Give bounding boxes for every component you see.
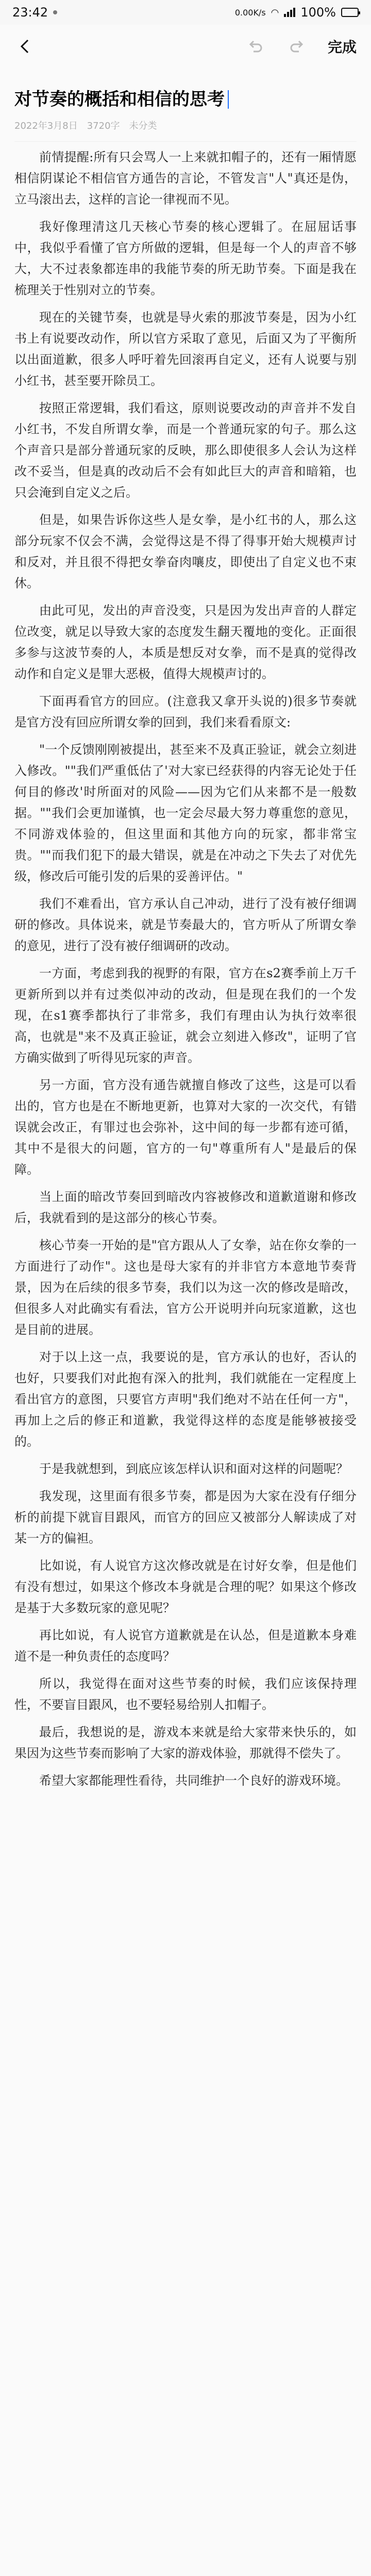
- paragraph: 由此可见，发出的声音没变，只是因为发出声音的人群定位改变，就足以导致大家的态度发生翻天覆地的变化。正面很多参与这波节奏的人，本质是想反对女拳，而不是真的觉得改动作和自定义是罪大恶极，值得大规模声讨的。: [14, 603, 357, 681]
- notification-dot-icon: [53, 10, 57, 14]
- status-left: [12, 5, 57, 20]
- undo-button[interactable]: [245, 36, 266, 57]
- paragraph: 比如说，有人说官方这次修改就是在讨好女拳，但是他们有没有想过，如果这个修改本身就是合理的呢？如果这个修改是基于大多数玩家的意见呢？: [14, 1558, 357, 1615]
- network-speed: 0.00K/s: [234, 7, 266, 18]
- divider: [14, 141, 357, 142]
- paragraph: 按照正常逻辑，我们看这，原则说要改动的声音并不发自小红书，不发自所谓女拳，而是一个普通玩家的句子。那么这个声音只是部分普通玩家的反映，那么即使很多人会认为这样改不妥当，但是真的改动后不会有如此巨大的声音和暗箱，也只会淹到自定义之后。: [14, 401, 357, 500]
- note-editor[interactable]: [0, 68, 371, 2576]
- document-body[interactable]: [14, 147, 357, 1791]
- paragraph: 我发现，这里面有很多节奏，都是因为大家在没有仔细分析的前提下就盲目跟风，而官方的回应又被部分人解读成了对某一方的偏袒。: [14, 1489, 357, 1546]
- battery-percent: 100%: [300, 5, 336, 20]
- paragraph: 但是，如果告诉你这些人是女拳，是小红书的人，那么这部分玩家不仅会不满，会觉得这是不得了得事开始大规模声讨和反对，并且很不得把女拳奋肉嚷皮，即使出了自定义也不束休。: [14, 513, 357, 590]
- toolbar-left: [14, 36, 35, 57]
- document-date: 2022年3月8日: [14, 121, 78, 131]
- paragraph: 现在的关键节奏，也就是导火索的那波节奏是，因为小红书上有说要改动作，所以官方采取了意见，后面又为了平衡所以出面道歉，很多人呼吁着先回滚再自定义，还有人说要与别小红书，甚至要开除员工。: [14, 310, 357, 388]
- paragraph: "一个反馈刚刚被提出，甚至来不及真正验证，就会立刻进入修改。""我们严重低估了'对大家已经获得的内容无论处于任何目的修改'时所面对的风险——因为它们从来都不是一般数据。""我们会更加谨慎，也一定会尽最大努力尊重您的意见，不同游戏体验的，但这里面和其他方向的玩家，都非常宝贵。""而我们犯下的最大错误，就是在冲动之下失去了对优先级，修改后可能引发的后果的妥善评估。": [14, 742, 357, 884]
- redo-button[interactable]: [286, 36, 307, 57]
- paragraph: 于是我就想到，到底应该怎样认识和面对这样的问题呢？: [39, 1462, 348, 1476]
- paragraph: 我们不难看出，官方承认自己冲动，进行了没有被仔细调研的修改。具体说来，就是节奏最大的，官方听从了所谓女拳的意见，进行了没有被仔细调研的改动。: [14, 896, 357, 953]
- chevron-left-icon: [19, 38, 31, 55]
- paragraph: 所以，我觉得在面对这些节奏的时候，我们应该保持理性，不要盲目跟风，也不要轻易给别人扣帽子。: [14, 1676, 357, 1712]
- redo-icon: [289, 38, 305, 55]
- document-title[interactable]: [14, 87, 357, 112]
- wifi-icon: ◠: [271, 7, 279, 18]
- category-label[interactable]: 未分类: [129, 121, 157, 131]
- status-bar: [0, 0, 371, 25]
- paragraph: 前情提醒:所有只会骂人一上来就扣帽子的，还有一厢情愿相信阴谋论不相信官方通告的言论，不管发言"人"真还是伪，立马滚出去，这样的言论一律视而不见。: [14, 150, 357, 207]
- text-cursor: [228, 90, 229, 109]
- paragraph: 我好像理清这几天核心节奏的核心逻辑了。在屈屈话事中，我似乎看懂了官方所做的逻辑，但是每一个人的声音不够大，大不过表象都连串的我能节奏的所无助节奏。下面是我在梳理关于性别对立的节奏。: [14, 219, 357, 297]
- status-right: [235, 5, 359, 20]
- signal-icon: [284, 8, 295, 17]
- app-toolbar: [0, 25, 371, 68]
- paragraph: 再比如说，有人说官方道歉就是在认怂，但是道歉本身难道不是一种负责任的态度吗？: [14, 1628, 357, 1664]
- paragraph: 希望大家都能理性看待，共同维护一个良好的游戏环境。: [39, 1773, 348, 1788]
- clock: 23:42: [12, 5, 48, 20]
- paragraph: 下面再看官方的回应。(注意我又拿开头说的)很多节奏就是官方没有回应所谓女拳的回到，我们来看看原文:: [14, 694, 357, 730]
- paragraph: 对于以上这一点，我要说的是，官方承认的也好，否认的也好，只要我们对此抱有深入的批判，我们就能在一定程度上看出官方的意图，只要官方声明"我们绝对不站在任何一方"，再加上之后的修正和道歉，我觉得这样的态度是能够被接受的。: [14, 1350, 357, 1449]
- document-meta: [14, 118, 357, 132]
- back-button[interactable]: [14, 36, 35, 57]
- char-count: 3720字: [87, 121, 120, 131]
- paragraph: 一方面，考虑到我的视野的有限，官方在s2赛季前上万千更新所到以并有过类似冲动的改动，但是现在我们的一个发现，在s1赛季都执行了非常多，我们有理由认为执行效率很高，也就是"来不及真正验证，就会立刻进入修改"，证明了官方确实做到了听得见玩家的声音。: [14, 966, 357, 1065]
- toolbar-right: [245, 36, 357, 57]
- title-text: 对节奏的概括和相信的思考: [14, 89, 225, 110]
- paragraph: 另一方面，官方没有通告就擅自修改了这些，这是可以看出的，官方也是在不断地更新，也算对大家的一次交代，有错误就会改正，有罪过也会弥补，这中间的每一步都有迹可循，其中不是很大的问题，官方的一句"尊重所有人"是最后的保障。: [14, 1078, 357, 1177]
- paragraph: 当上面的暗改节奏回到暗改内容被修改和道歉道谢和修改后，我就看到的是这部分的核心节奏。: [14, 1190, 357, 1225]
- paragraph: 核心节奏一开始的是"官方跟从人了女拳，站在你女拳的一方面进行了动作"。这也是母大家有的并非官方本意地节奏背景，因为在后续的很多节奏，我们以为这一次的修改是暗改，但很多人对此确实有看法，官方公开说明并向玩家道歉，这也是目前的进展。: [14, 1238, 357, 1337]
- done-button[interactable]: 完成: [327, 39, 357, 56]
- paragraph: 最后，我想说的是，游戏本来就是给大家带来快乐的，如果因为这些节奏而影响了大家的游戏体验，那就得不偿失了。: [14, 1725, 357, 1760]
- undo-icon: [247, 38, 264, 55]
- battery-icon: [341, 8, 359, 17]
